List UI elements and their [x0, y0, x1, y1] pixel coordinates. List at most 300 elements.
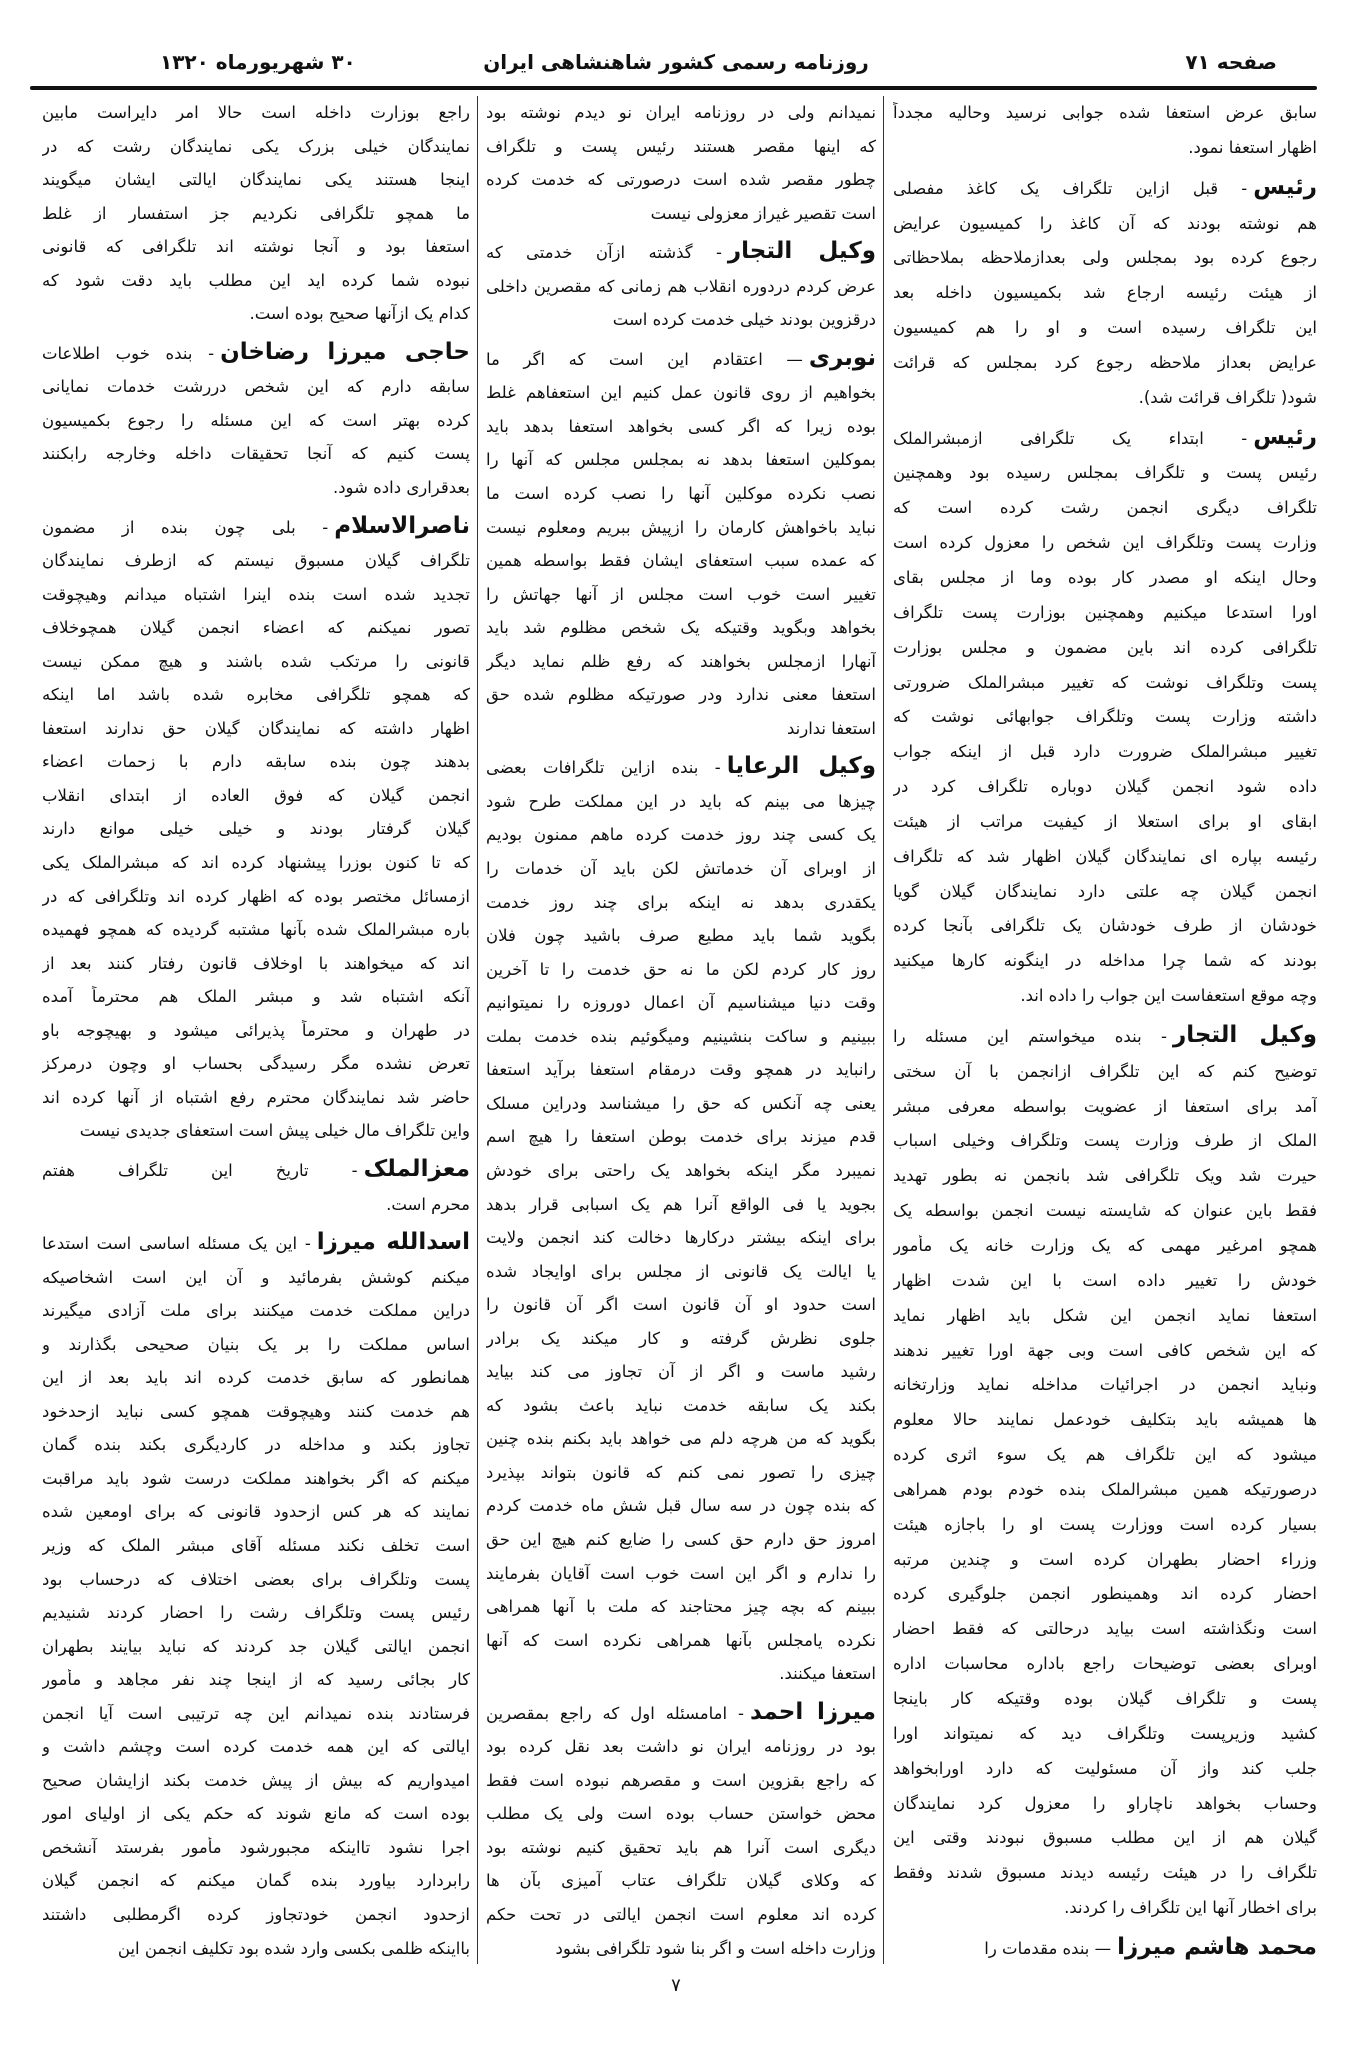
line-text: ها همیشه باید بتکلیف خودعمل نمایند حالا معلوم: [893, 1410, 1317, 1430]
text-line: [486, 858, 876, 880]
line-text: سابق عرض استعفا شده جوابی نرسید وحالیه مجدداً: [893, 103, 1317, 122]
text-line: [893, 741, 1317, 763]
line-text: قانونی را مرتکب شده باشند و هیچ ممکن نیست: [42, 651, 470, 671]
line-text: پست وتلگراف نوشت که تغییر مبشرالملک ضرورتی: [893, 672, 1317, 692]
text-line: [42, 1053, 470, 1075]
text-line: [486, 684, 876, 706]
line-text: چیزی را تصور نمی کنم که قانون بتواند بپذیرد: [486, 1462, 876, 1482]
line-text: تعرض نشده مگر رسیدگی بحساب او وچون درمرکز: [42, 1054, 470, 1074]
line-text: وزارت داخله است و اگر بنا شود تلگرافی بشود: [555, 1938, 876, 1958]
text-line: [893, 811, 1317, 833]
text-line: [42, 1535, 470, 1557]
line-text: رئیس پست وتلگراف رشت را احضار کردند شنیدیم: [42, 1603, 470, 1623]
line-text: استعفا معنی ندارد ودر صورتیکه مظلوم شده حق: [486, 685, 876, 705]
line-text: تلگراف را در هیئت رئیسه دیدند مسبوق شدند وفقط: [893, 1863, 1317, 1883]
line-text: الملک از طرف وزارت پست وتلگراف وخیلی اسباب: [893, 1131, 1317, 1151]
line-text: که راجع بقزوین است و مقصرهم نبوده است فقط: [486, 1770, 876, 1790]
text-line: [486, 276, 876, 298]
line-text: است تخلف نکند مسئله آقای مبشر الملک که وزیر: [42, 1535, 470, 1555]
text-line: [893, 387, 1317, 409]
speaker-name: رئیس: [1253, 175, 1317, 200]
line-text: است حدود او آن قانون است اگر آن قانون را: [486, 1295, 876, 1315]
line-text: در طهران و محترماً پذیرائی میشود و بهیچوجه باو: [42, 1020, 470, 1040]
text-line: [486, 1904, 876, 1926]
text-line: [486, 517, 876, 539]
speaker-line: [486, 1701, 876, 1725]
text-line: [486, 1395, 876, 1417]
speaker-name: وکیل التجار: [727, 240, 876, 265]
line-text: - بنده میخواستم این مسئله را: [893, 1026, 1167, 1046]
line-text: - بنده خوب اطلاعات: [42, 343, 215, 363]
line-text: این تلگراف رسیده است و او را هم کمیسیون: [893, 318, 1317, 338]
text-line: [486, 1736, 876, 1758]
line-text: روز کار کردم لکن ما نه حق خدمت را تا آخرین: [486, 959, 876, 979]
line-text: استعفا بود و آنجا نوشته اند تلگرافی که قانونی: [42, 237, 470, 257]
text-line: [486, 1026, 876, 1048]
text-line: [42, 1501, 470, 1523]
column-divider: [477, 96, 478, 1964]
line-text: فقط باین عنوان که شایسته نیست انجمن بواسطه یک: [893, 1201, 1317, 1221]
text-line: [486, 1663, 876, 1685]
text-line: [486, 1462, 876, 1484]
line-text: رانباید در همچو وقت درمقام استعفا برآید استعفا: [486, 1060, 876, 1080]
text-line: [486, 1328, 876, 1350]
text-line: [486, 892, 876, 914]
text-line: [486, 169, 876, 191]
line-text: بگوید شما باید مطیع صرف باشید چون فلان: [486, 926, 876, 946]
text-line: [486, 1194, 876, 1216]
text-line: [893, 846, 1317, 868]
speaker-line: [893, 1936, 1317, 1960]
text-line: [42, 1194, 470, 1216]
text-line: [893, 1897, 1317, 1919]
page-label: صفحه ۷۱: [1185, 50, 1277, 74]
line-text: آنکه اشتباه شد و مبشر الملک هم محترماً آمده: [42, 987, 470, 1007]
text-line: [486, 1126, 876, 1148]
line-text: اینجا هستند یکی نمایندگان ایالتی ایشان میگویند: [42, 170, 470, 190]
text-line: [486, 1059, 876, 1081]
line-text: تجدید شده است بنده اینرا اشتباه میدانم وهیچوقت: [42, 584, 470, 604]
line-text: یکقدری بدهد نه اینکه برای چند روز خدمت: [486, 892, 876, 912]
text-line: [486, 102, 876, 124]
text-line: [893, 213, 1317, 235]
text-line: [486, 1428, 876, 1450]
text-line: [42, 477, 470, 499]
line-text: تغییر مبشرالملک ضرورت دارد قبل از اینکه جواب: [893, 742, 1317, 762]
line-text: دراین مملکت خدمت میکنند برای ملت آزادی میگیرند: [42, 1301, 470, 1321]
text-line: [42, 443, 470, 465]
line-text: ونباید انجمن در اجرائیات مداخله نماید وزارتخانه: [893, 1375, 1317, 1395]
line-text: حیرت شد ویک تلگرافی شد بانجمن نه بطور تهدید: [893, 1166, 1317, 1186]
text-line: [893, 1549, 1317, 1571]
line-text: یعنی چه آنکس که حق را میشناسد ودراین مسلک: [486, 1093, 876, 1113]
line-text: کار بجائی رسید که از اینجا چند نفر مجاهد و مأمور: [42, 1670, 470, 1690]
text-line: [486, 203, 876, 225]
text-line: [893, 1618, 1317, 1640]
speaker-name: وکیل الرعایا: [726, 755, 876, 780]
line-text: هم نوشته بودند که آن کاغذ را کمیسیون عرایض: [893, 213, 1317, 233]
text-line: [486, 1227, 876, 1249]
line-text: بسیار کرده است ووزارت پست او را باجازه هیئت: [893, 1514, 1317, 1534]
text-line: [893, 706, 1317, 728]
line-text: وچه موقع استعفاست این جواب را داده اند.: [1020, 986, 1317, 1006]
text-line: [42, 785, 470, 807]
text-line: [42, 584, 470, 606]
line-text: عرض کردم دردوره انقلاب هم زمانی که مقصرین داخلی: [486, 276, 876, 296]
line-text: همانطور که سابق خدمت کرده اند باید بعد از این: [42, 1368, 470, 1388]
text-line: [486, 1770, 876, 1792]
page-number: ۷: [671, 1975, 681, 1996]
text-line: [893, 1165, 1317, 1187]
line-text: انجمن گیلان که فوق العاده از ابتدای انقلاب: [42, 785, 470, 805]
text-line: [486, 1160, 876, 1182]
text-line: [486, 416, 876, 438]
speaker-line: [486, 347, 876, 371]
line-text: نمیبرد مگر اینکه بخواهد یک راحتی برای خودش: [486, 1160, 876, 1180]
line-text: رشید ماست و اگر از آن تجاوز می کند بیاید: [486, 1362, 876, 1382]
text-line: [486, 1870, 876, 1892]
text-line: [42, 136, 470, 158]
text-line: [42, 1703, 470, 1725]
line-text: تغییر است خوب است مجلس از آنها جهاتش را: [486, 584, 876, 604]
text-line: [486, 550, 876, 572]
speaker-line: [42, 1231, 470, 1255]
speaker-line: [486, 240, 876, 264]
issue-date: ۳۰ شهریورماه ۱۳۲۰: [160, 50, 356, 74]
text-line: [42, 919, 470, 941]
header-rule: [30, 86, 1317, 90]
line-text: اجرا نشود تااینکه مجبورشود مأمور بفرستد آنشخص: [42, 1837, 470, 1857]
text-line: [893, 1130, 1317, 1152]
text-line: [893, 1653, 1317, 1675]
line-text: فرستادند بنده نمیدانم این چه ترتیبی است آیا انجمن: [42, 1703, 470, 1723]
text-line: [42, 270, 470, 292]
speaker-line: [42, 341, 470, 365]
text-line: [893, 1270, 1317, 1292]
speaker-name: معزالملک: [363, 1157, 470, 1182]
line-text: بود در روزنامه ایران نو داشت بعد نقل کرده بود: [486, 1737, 876, 1757]
line-text: بموکلین استعفا بدهد نه بمجلس مجلس که آنها را: [486, 450, 876, 470]
line-text: که اینها مقصر هستند رئیس پست و تلگراف: [486, 136, 876, 156]
text-line: [893, 1862, 1317, 1884]
line-text: رجوع کرده بود بمجلس ولی بعدازملاحظه بملاحظاتی: [893, 248, 1317, 268]
text-line: [486, 1093, 876, 1115]
line-text: که وکلای گیلان تلگراف عتاب آمیزی بآن ها: [486, 1871, 876, 1891]
text-line: [486, 483, 876, 505]
line-text: بخواهیم از روی قانون عمل کنیم این استعفاهم غلط: [486, 383, 876, 403]
text-line: [42, 1803, 470, 1825]
text-line: [893, 532, 1317, 554]
line-text: - قبل ازاین تلگراف یک کاغذ مفصلی: [893, 178, 1248, 198]
text-line: [42, 1736, 470, 1758]
text-line: [893, 1758, 1317, 1780]
line-text: کرده بهتر است که این مسئله را رجوع بکمیسیون: [42, 410, 470, 430]
line-text: باره مبشرالملک شده بآنها مشتبه گردیده که همچو فهمیده: [42, 920, 470, 940]
line-text: انجمن ایالتی گیلان جد کردند که نباید بیایند بطهران: [42, 1636, 470, 1656]
text-line: [486, 1630, 876, 1652]
text-line: [42, 818, 470, 840]
line-text: وقت دنیا میشناسیم آن اعمال دوروزه را نمیتوانیم: [486, 993, 876, 1013]
text-line: [486, 651, 876, 673]
text-line: [42, 718, 470, 740]
line-text: بوده زیرا که اگر کسی بخواهد استعفا بدهد باید: [486, 416, 876, 436]
line-text: نکرده یامجلس بآنها همراهی نکرده است که آنها: [486, 1630, 876, 1650]
text-line: [893, 1061, 1317, 1083]
line-text: نصب نکرده موکلین آنها را نصب کرده است ما: [486, 484, 876, 504]
text-line: [893, 102, 1317, 124]
text-line: [42, 1770, 470, 1792]
text-line: [486, 791, 876, 813]
speaker-name: وکیل التجار: [1172, 1023, 1317, 1048]
text-line: [42, 376, 470, 398]
text-line: [893, 1827, 1317, 1849]
line-text: — اعتقادم این است که اگر ما: [486, 349, 803, 369]
line-text: - بلی چون بنده از مضمون: [42, 517, 329, 537]
line-text: ابقای او برای استعلا از کیفیت مراتب از هیئت: [893, 811, 1317, 831]
text-line: [42, 203, 470, 225]
line-text: تصور نمیکنم که اعضاء انجمن گیلان همچوخلاف: [42, 618, 470, 638]
text-line: [42, 169, 470, 191]
text-line: [893, 672, 1317, 694]
line-text: ما همچو تلگرافی نکردیم جز استفسار از غلط: [42, 203, 470, 223]
speaker-name: اسدالله میرزا: [316, 1231, 470, 1256]
line-text: محض خواستن حساب بوده است ولی یک مطلب: [486, 1804, 876, 1824]
text-line: [893, 462, 1317, 484]
text-line: [42, 1334, 470, 1356]
text-line: [893, 1409, 1317, 1431]
text-line: [42, 1267, 470, 1289]
line-text: بوده است که مانع شوند که حکم یکی از اولیای امور: [42, 1804, 470, 1824]
text-line: [42, 651, 470, 673]
text-line: [42, 953, 470, 975]
line-text: استعفا نماید انجمن این شکل باید اظهار نماید: [893, 1305, 1317, 1325]
line-text: است تقصیر غیراز معزولی نیست: [650, 203, 876, 223]
speaker-name: نوبری: [808, 346, 876, 371]
line-text: رئیس پست و تلگراف بمجلس رسیده بود وهمچنین: [893, 463, 1317, 483]
line-text: کدام یک ازآنها صحیح بوده است.: [249, 304, 470, 324]
line-text: ازمسائل مختصر بوده که اظهار کرده اند وتلگرافی که در: [42, 886, 470, 906]
line-text: یا ایالت یک قانونی از مجلس برای اوایجاد شده: [486, 1261, 876, 1281]
line-text: میکنم کوشش بفرمائید و آن این است اشخاصیکه: [42, 1267, 470, 1287]
text-line: [42, 550, 470, 572]
text-line: [893, 1235, 1317, 1257]
line-text: — بنده مقدمات را: [984, 1938, 1112, 1958]
line-text: سابقه دارم که این شخص دررشت خدمات نمایانی: [42, 377, 470, 397]
line-text: خودشان از طرف خودشان یک تلگرافی بآنجا کرده: [893, 916, 1317, 936]
line-text: پست وتلگراف برای بعضی اختلاف که درحساب بود: [42, 1569, 470, 1589]
text-line: [42, 303, 470, 325]
speaker-name: حاجی میرزا رضاخان: [220, 340, 470, 365]
text-line: [486, 309, 876, 331]
line-text: حاضر شد نمایندگان محترم رفع اشتباه از آنها کرده اند: [42, 1087, 470, 1107]
text-line: [42, 1300, 470, 1322]
line-text: بخواهد وبگوید وقتیکه یک شخص مظلوم شد باید: [486, 618, 876, 638]
line-text: - بنده ازاین تلگرافات بعضی: [486, 758, 721, 778]
text-line: [42, 986, 470, 1008]
line-text: ازحدود انجمن خودتجاوز کرده اگرمطلبی داشتند: [42, 1904, 470, 1924]
text-line: [893, 352, 1317, 374]
line-text: جلب کند واز آن مسئولیت که دارد اورابخواهد: [893, 1758, 1317, 1778]
speaker-line: [893, 1024, 1317, 1048]
text-line: [893, 282, 1317, 304]
text-line: [893, 317, 1317, 339]
text-line: [893, 1723, 1317, 1745]
text-line: [486, 1495, 876, 1517]
line-text: استعفا میکنند.: [779, 1664, 876, 1684]
text-line: [42, 886, 470, 908]
line-text: بجوید یا فی الواقع آنرا هم یک اسبابی قرار بدهد: [486, 1194, 876, 1214]
line-text: آمد برای استعفا از عضویت بواسطه معرفی مبشر: [893, 1096, 1317, 1116]
line-text: احضار کرده اند وهمینطور انجمن جلوگیری کرده: [893, 1584, 1317, 1604]
line-text: تلگرافی کرده اند باین مضمون و مجلس بوزارت: [893, 637, 1317, 657]
text-line: [42, 1468, 470, 1490]
line-text: اظهار استعفا نمود.: [1188, 137, 1317, 157]
line-text: تجاوز بکند و مداخله در کاردیگری بکند بنده گمان: [42, 1435, 470, 1455]
line-text: که تا کنون بوزرا پیشنهاد کرده اند که مبشرالملک یکی: [42, 853, 470, 873]
column-middle: [486, 102, 876, 1960]
text-line: [42, 1636, 470, 1658]
line-text: پست کنیم که آنجا تحقیقات داخله وخارجه رابکنند: [42, 444, 470, 464]
text-line: [486, 824, 876, 846]
text-line: [42, 1938, 470, 1960]
speaker-name: محمد هاشم میرزا: [1117, 1935, 1317, 1960]
text-line: [893, 1340, 1317, 1362]
line-text: بعدقراری داده شود.: [332, 478, 470, 498]
line-text: استعفا ندارند: [786, 718, 876, 738]
line-text: از اوبرای آن خدماتش لکن باید آن خدمات را: [486, 859, 876, 879]
line-text: امیدواریم که بیش از پیش خدمت بکند ازایشان صحیح: [42, 1770, 470, 1790]
text-line: [486, 1596, 876, 1618]
line-text: کشید وزیرپست وتلگراف دید که نمیتواند اورا: [893, 1723, 1317, 1743]
text-line: [486, 136, 876, 158]
text-line: [42, 236, 470, 258]
text-line: [42, 102, 470, 124]
line-text: که عمده سبب استعفای ایشان فقط بواسطه همین: [486, 551, 876, 571]
text-line: [893, 1200, 1317, 1222]
text-line: [486, 1261, 876, 1283]
text-line: [42, 684, 470, 706]
line-text: امروز حق دارم حق کسی را ضایع کنم هیچ این حق: [486, 1529, 876, 1549]
line-text: آنهارا ازمجلس بخواهند که رفع ظلم نماید دیگر: [486, 651, 876, 671]
text-line: [42, 1870, 470, 1892]
line-text: اورا استدعا میکنیم وهمچنین بوزارت پست تلگراف: [893, 602, 1317, 622]
line-text: ایالتی که این همه خدمت کرده است وچشم داشت و: [42, 1737, 470, 1757]
text-line: [486, 382, 876, 404]
line-text: گیلان هم از این مطلب مسبوق نبودند وقتی این: [893, 1828, 1317, 1848]
line-text: چیزها می بینم که باید در این مملکت طرح شود: [486, 791, 876, 811]
line-text: رابردارد بیاورد بنده گمان میکنم که انجمن گیلان: [42, 1871, 470, 1891]
text-line: [486, 959, 876, 981]
line-text: درصورتیکه همین مبشرالملک بنده خودم بودم همراهی: [893, 1479, 1317, 1499]
text-line: [42, 1434, 470, 1456]
line-text: بگوید که من هرچه دلم می خواهد باید بکنم بنده چنین: [486, 1429, 876, 1449]
text-line: [893, 137, 1317, 159]
line-text: وحساب بخواهد ناچاراو را معزول کرد نمایندگان: [893, 1793, 1317, 1813]
text-line: [486, 992, 876, 1014]
speaker-line: [486, 755, 876, 779]
speaker-name: ناصرالاسلام: [334, 514, 470, 539]
text-line: [893, 602, 1317, 624]
speaker-line: [893, 426, 1317, 450]
line-text: گیلان گرفتار بودند و خیلی خیلی موانع دارند: [42, 819, 470, 839]
line-text: وزراء احضار بطهران کرده است و چندین مرتبه: [893, 1549, 1317, 1569]
speaker-name: رئیس: [1253, 425, 1317, 450]
line-text: راجع بوزارت داخله است حالا امر دایراست مابین: [42, 103, 470, 122]
text-line: [893, 1688, 1317, 1710]
text-line: [42, 1087, 470, 1109]
speaker-line: [42, 1158, 470, 1182]
text-line: [42, 1569, 470, 1591]
speaker-name: میرزا احمد: [750, 1700, 876, 1725]
line-text: میشود که این تلگراف هم یک سوء اثری کرده: [893, 1445, 1317, 1465]
text-line: [486, 617, 876, 639]
line-text: داده شود انجمن گیلان دوباره تلگراف کرد در: [893, 777, 1317, 797]
line-text: وحال اینکه او مصدر کار بوده وما از مجلس بقای: [893, 567, 1317, 587]
line-text: که بنده چون در سه سال قبل شش ماه خدمت کردم: [486, 1496, 876, 1516]
line-text: که این شخص کافی است وبی جهة اورا تغییر ندهند: [893, 1340, 1317, 1360]
line-text: برای اخطار آنها این تلگراف را کردند.: [1064, 1898, 1317, 1918]
line-text: بااینکه ظلمی بکسی وارد شده بود تکلیف انجمن این: [117, 1938, 470, 1958]
text-line: [893, 1479, 1317, 1501]
line-text: - گذشته ازآن خدمتی که: [486, 243, 722, 263]
text-line: [893, 881, 1317, 903]
line-text: اند که میخواهند با اوخلاف قانون رفتار کنند بعد از: [42, 953, 470, 973]
line-text: جلوی نظرش گرفته و کار میکند یک برادر: [486, 1328, 876, 1348]
text-line: [893, 776, 1317, 798]
text-line: [486, 1529, 876, 1551]
text-line: [893, 985, 1317, 1007]
line-text: دیگری است آنرا هم باید تحقیق کنیم نوشته بود: [486, 1837, 876, 1857]
text-line: [893, 1096, 1317, 1118]
text-line: [486, 584, 876, 606]
text-line: [42, 852, 470, 874]
line-text: چطور مقصر شده است درصورتی که خدمت کرده: [486, 170, 876, 190]
line-text: قدم میزند برای خدمت بوطن استعفا را هیچ اسم: [486, 1127, 876, 1147]
line-text: است ونگذاشته است بیاید درحالتی که فقط احضار: [893, 1619, 1317, 1639]
line-text: نمایند که هر کس ازحدود قانونی که برای اومعین شده: [42, 1502, 470, 1522]
text-line: [893, 950, 1317, 972]
speaker-line: [893, 176, 1317, 200]
text-line: [42, 1367, 470, 1389]
line-text: درقزوین بودند خیلی خدمت کرده است: [612, 310, 876, 330]
text-line: [893, 567, 1317, 589]
line-text: داشته وزارت پست وتلگراف جوابهائی نوشت که: [893, 707, 1317, 727]
text-line: [42, 1837, 470, 1859]
text-line: [486, 1563, 876, 1585]
line-text: تلگراف دیگری انجمن رشت کرده است که: [893, 498, 1317, 518]
line-text: کرده اند معلوم است انجمن ایالتی در تحت حکم: [486, 1904, 876, 1924]
text-line: [42, 617, 470, 639]
line-text: نباید باخواهش کارمان را ازپیش ببریم ومعلوم نیست: [486, 517, 876, 537]
line-text: انجمن گیلان چه علتی دارد نمایندگان گیلان گویا: [893, 881, 1317, 901]
text-line: [486, 1837, 876, 1859]
text-line: [42, 1401, 470, 1423]
line-text: نمایندگان خیلی بزرک یکی نمایندگان رشت که در: [42, 136, 470, 156]
line-text: خودش را تغییر داده است با این شدت اظهار: [893, 1270, 1317, 1290]
line-text: که همچو تلگرافی مخابره شده باشد اما اینکه: [42, 685, 470, 705]
line-text: ببینم که بچه چیز محتاجند که ملت با آنها همراهی: [486, 1597, 876, 1617]
column-divider: [883, 96, 884, 1964]
line-text: بودند که شما چرا مداخله در اینگونه کارها میکنید: [893, 951, 1317, 971]
text-line: [486, 449, 876, 471]
line-text: اساس مملکت را بر یک بنیان صحیحی بگذارند و: [42, 1334, 470, 1354]
line-text: رئیسه بپاره ای نمایندگان گیلان اظهار شد که تلگراف: [893, 846, 1317, 866]
text-line: [486, 1803, 876, 1825]
line-text: وزارت پست وتلگراف این شخص را معزول کرده است: [893, 533, 1317, 553]
line-text: محرم است.: [386, 1194, 470, 1214]
line-text: عرایض بعداز ملاحظه رجوع کرد بمجلس که قرائت: [893, 352, 1317, 372]
text-line: [893, 637, 1317, 659]
